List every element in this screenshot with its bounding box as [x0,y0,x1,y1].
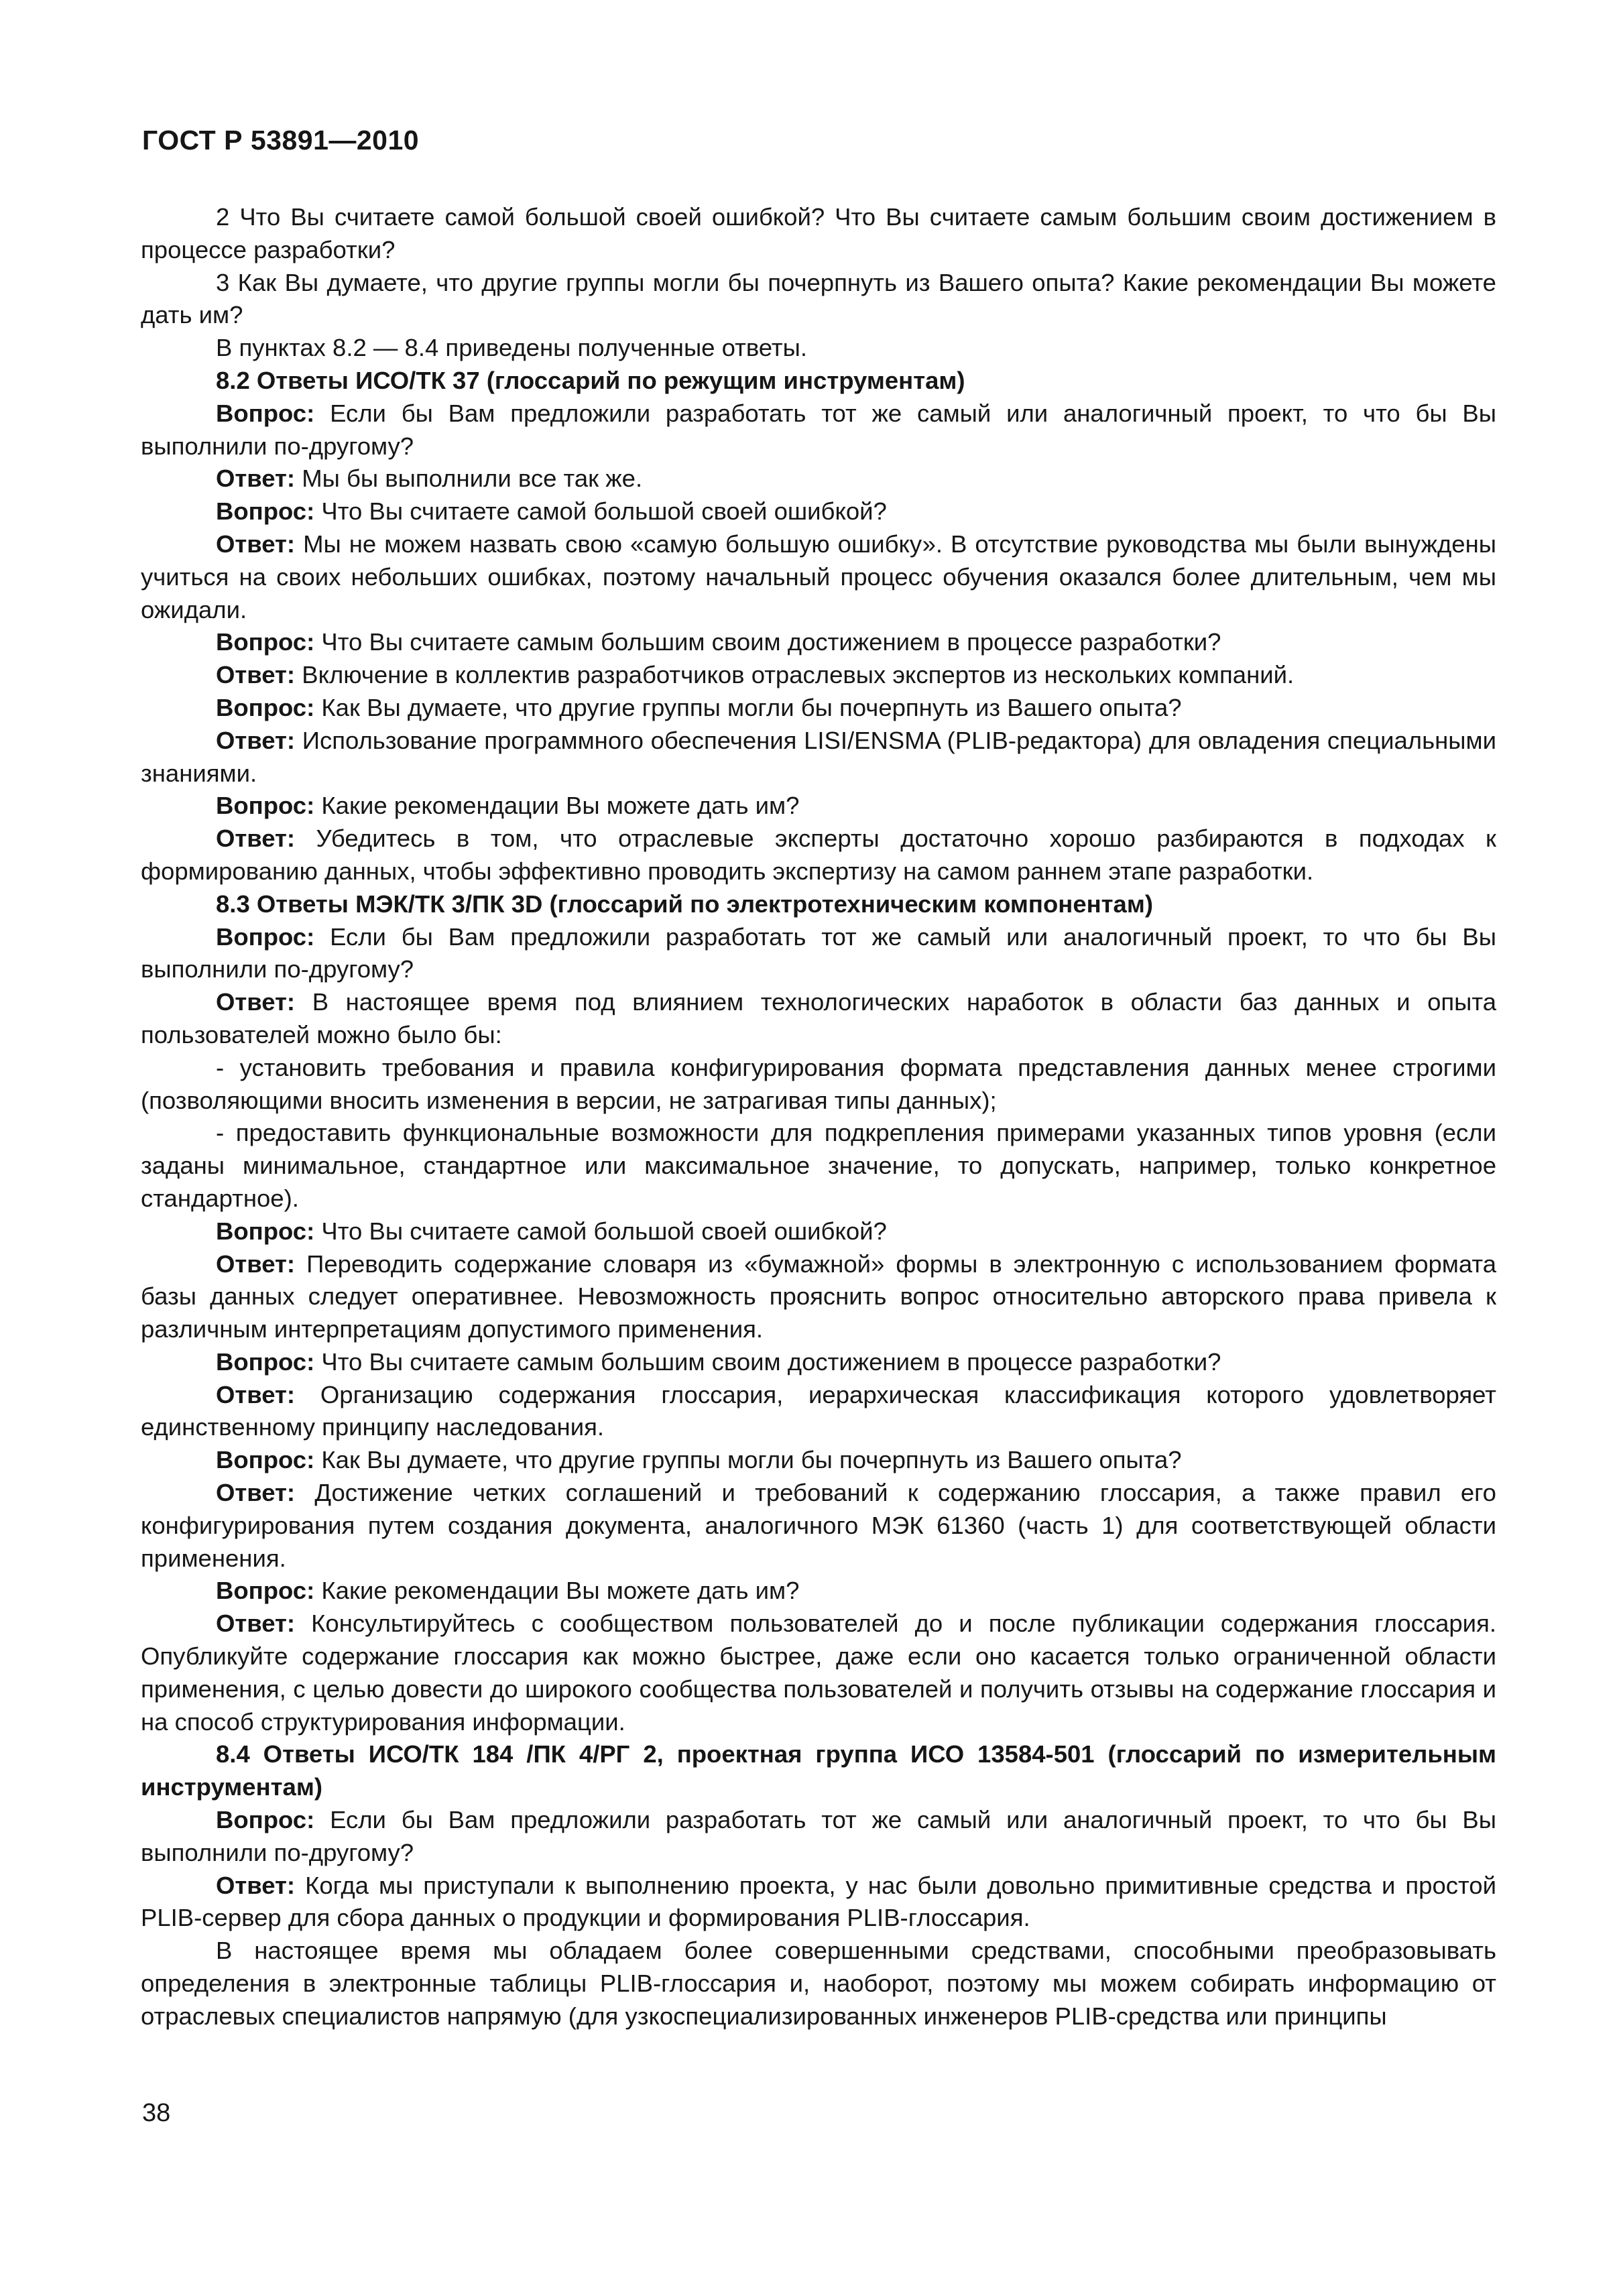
paragraph-text: Какие рекомендации Вы можете дать им? [321,1577,800,1605]
paragraph-label: Ответ: [216,1871,296,1899]
paragraph-text: 3 Как Вы думаете, что другие группы могли бы почерпнуть из Вашего опыта? Какие рекомендации Вы можете дать им? [141,268,1496,329]
paragraph-text: Когда мы приступали к выполнению проекта, у нас были довольно примитивные средства и простой PLIB-сервер для сбора данных о продукции и формирования PLIB-глоссария. [141,1871,1496,1932]
paragraph-text: Какие рекомендации Вы можете дать им? [321,792,800,820]
paragraph-text: Что Вы считаете самой большой своей ошибкой? [321,1217,887,1245]
question-paragraph [141,1346,1496,1379]
paragraph-text: Если бы Вам предложили разработать тот же самый или аналогичный проект, то что бы Вы выполнили по-другому? [141,1806,1496,1866]
paragraph-text: Что Вы считаете самым большим своим достижением в процессе разработки? [321,1347,1221,1376]
body-paragraph [141,267,1496,333]
paragraph-text: 2 Что Вы считаете самой большой своей ошибкой? Что Вы считаете самым большим своим достижением в процессе разработки? [141,203,1496,263]
body-paragraph [141,1052,1496,1117]
paragraph-label: Вопрос: [216,1347,315,1376]
paragraph-text: Убедитесь в том, что отраслевые эксперты достаточно хорошо разбираются в подходах к формированию данных, чтобы эффективно проводить экспертизу на самом раннем этапе разработки. [141,825,1496,885]
answer-paragraph [141,1248,1496,1346]
paragraph-text: Переводить содержание словаря из «бумажной» формы в электронную с использованием формата базы данных следует оперативнее. Невозможность прояснить вопрос относительно авторского права привела к различным интерпретациям допустимого применения. [141,1250,1496,1343]
document-body [141,201,1496,2033]
paragraph-label: Вопрос: [216,693,315,721]
answer-paragraph [141,986,1496,1052]
paragraph-label: Ответ: [216,726,296,754]
section-heading: 8.4 Ответы ИСО/ТК 184 /ПК 4/РГ 2, проектная группа ИСО 13584-501 (глоссарий по измерительным инструментам) [141,1740,1496,1801]
paragraph-text: Как Вы думаете, что другие группы могли бы почерпнуть из Вашего опыта? [321,1446,1182,1474]
section-heading: 8.3 Ответы МЭК/ТК 3/ПК 3D (глоссарий по электротехническим компонентам) [216,890,1153,918]
paragraph-text: В пунктах 8.2 — 8.4 приведены полученные ответы. [216,334,807,362]
paragraph-label: Ответ: [216,1610,296,1638]
paragraph-text: Мы бы выполнили все так же. [302,465,643,493]
body-paragraph [141,332,1496,365]
paragraph-label: Вопрос: [216,1446,315,1474]
paragraph-label: Вопрос: [216,922,315,951]
answer-paragraph [141,823,1496,888]
paragraph-label: Вопрос: [216,1806,315,1834]
answer-paragraph [141,1608,1496,1738]
paragraph-text: Как Вы думаете, что другие группы могли бы почерпнуть из Вашего опыта? [321,693,1182,721]
answer-paragraph [141,725,1496,790]
body-paragraph [141,1935,1496,2033]
question-paragraph [141,1575,1496,1608]
paragraph-label: Вопрос: [216,792,315,820]
paragraph-text: - предоставить функциональные возможности для подкрепления примерами указанных типов уровня (если заданы минимальное, стандартное или максимальное значение, то допускать, например, только конкретное стандартное). [141,1119,1496,1212]
answer-paragraph [141,1870,1496,1935]
answer-paragraph [141,659,1496,692]
paragraph-label: Вопрос: [216,399,315,427]
question-paragraph [141,692,1496,725]
question-paragraph [141,921,1496,987]
paragraph-text: Достижение четких соглашений и требований к содержанию глоссария, а также правил его конфигурирования путем создания документа, аналогичного МЭК 61360 (часть 1) для соответствующей области применения. [141,1479,1496,1572]
paragraph-text: В настоящее время под влиянием технологических наработок в области баз данных и опыта пользователей можно было бы: [141,988,1496,1048]
page-number: 38 [142,2099,171,2127]
question-paragraph [141,398,1496,463]
section-heading: 8.2 Ответы ИСО/ТК 37 (глоссарий по режущим инструментам) [216,366,965,394]
paragraph-label: Ответ: [216,1380,296,1408]
question-paragraph [141,626,1496,659]
paragraph-text: Что Вы считаете самым большим своим достижением в процессе разработки? [321,628,1221,656]
paragraph-text: - установить требования и правила конфигурирования формата представления данных менее строгими (позволяющими вносить изменения в версии, не затрагивая типы данных); [141,1053,1496,1114]
paragraph-label: Ответ: [216,465,296,493]
paragraph-text: Если бы Вам предложили разработать тот же самый или аналогичный проект, то что бы Вы выполнили по-другому? [141,922,1496,983]
body-paragraph [141,1117,1496,1215]
answer-paragraph [141,1477,1496,1575]
paragraph-text: Что Вы считаете самой большой своей ошибкой? [321,497,887,526]
answer-paragraph [141,463,1496,495]
question-paragraph [141,1804,1496,1870]
paragraph-text: Организацию содержания глоссария, иерархическая классификация которого удовлетворяет единственному принципу наследования. [141,1380,1496,1441]
paragraph-label: Ответ: [216,988,296,1016]
paragraph-label: Вопрос: [216,497,315,526]
question-paragraph [141,790,1496,823]
paragraph-text: Использование программного обеспечения LISI/ENSMA (PLIB-редактора) для овладения специальными знаниями. [141,726,1496,787]
question-paragraph [141,1215,1496,1248]
paragraph-label: Вопрос: [216,1577,315,1605]
paragraph-label: Ответ: [216,1479,296,1507]
paragraph-label: Ответ: [216,825,296,853]
paragraph-text: Если бы Вам предложили разработать тот же самый или аналогичный проект, то что бы Вы выполнили по-другому? [141,399,1496,460]
paragraph-label: Вопрос: [216,1217,315,1245]
question-paragraph [141,495,1496,528]
body-paragraph [141,201,1496,267]
answer-paragraph [141,1379,1496,1445]
paragraph-text: Включение в коллектив разработчиков отраслевых экспертов из нескольких компаний. [302,661,1295,689]
paragraph-label: Ответ: [216,530,296,558]
paragraph-label: Ответ: [216,661,296,689]
paragraph-text: Мы не можем назвать свою «самую большую ошибку». В отсутствие руководства мы были вынуждены учиться на своих небольших ошибках, поэтому начальный процесс обучения оказался более длительным, чем мы ожидали. [141,530,1496,623]
answer-paragraph [141,528,1496,626]
paragraph-text: В настоящее время мы обладаем более совершенными средствами, способными преобразовывать определения в электронные таблицы PLIB-глоссария и, наоборот, поэтому мы можем собирать информацию от отраслевых специалистов напрямую (для узкоспециализированных инженеров PLIB-средства или принципы [141,1937,1496,2030]
paragraph-label: Вопрос: [216,628,315,656]
paragraph-label: Ответ: [216,1250,296,1278]
question-paragraph [141,1444,1496,1477]
paragraph-text: Консультируйтесь с сообществом пользователей до и после публикации содержания глоссария. Опубликуйте содержание глоссария как можно быстрее, даже если оно касается только ограниченной области применения, с целью довести до широкого сообщества пользователей и получить отзывы на содержание глоссария и на способ структурирования информации. [141,1610,1496,1736]
document-header: ГОСТ Р 53891—2010 [142,125,420,156]
